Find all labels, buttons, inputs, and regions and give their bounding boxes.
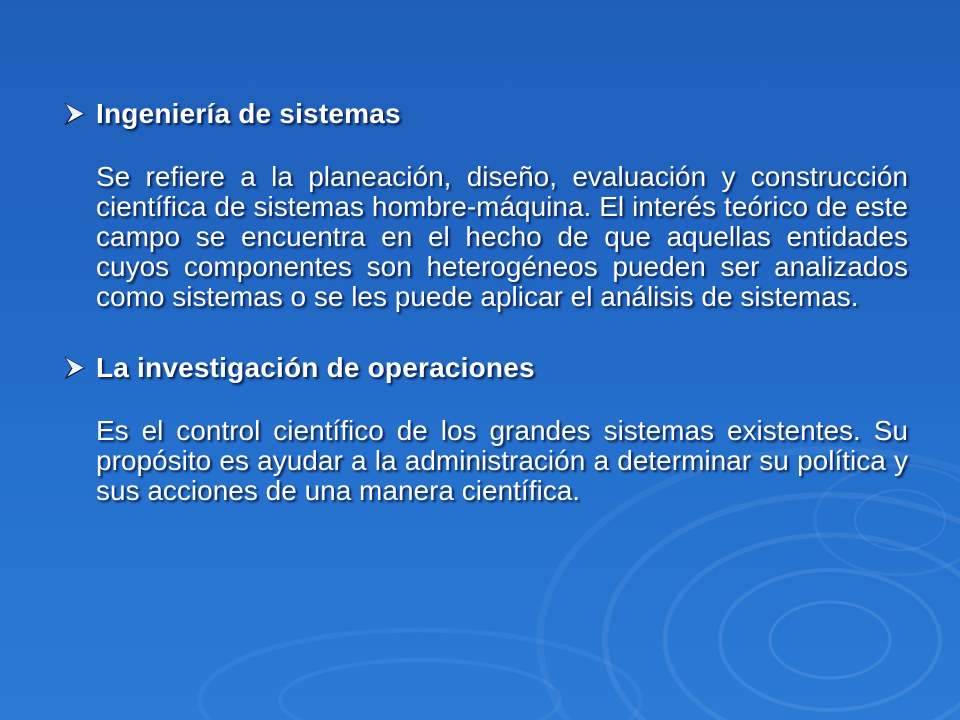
arrowhead-bullet-icon <box>62 356 92 380</box>
bullet-heading-row <box>62 92 912 136</box>
section-heading-2: La investigación de operaciones <box>96 352 535 383</box>
section-paragraph-2: Es el control científico de los grandes sistemas existentes. Su propósito es ayudar a la administración a determinar su política y sus acciones de una manera científica. <box>96 415 908 506</box>
section-heading-1: Ingeniería de sistemas <box>96 98 401 129</box>
section-paragraph-1: Se refiere a la planeación, diseño, evaluación y construcción científica de sistemas hombre-máquina. El interés teórico de este campo se encuentra en el hecho de que aquellas entidades cuyos componentes son heterogéneos pueden ser analizados como sistemas o se les puede aplicar el análisis de sistemas. <box>96 161 908 312</box>
slide-content <box>62 92 912 506</box>
bullet-heading-row <box>62 346 912 390</box>
arrowhead-bullet-icon <box>62 102 92 126</box>
